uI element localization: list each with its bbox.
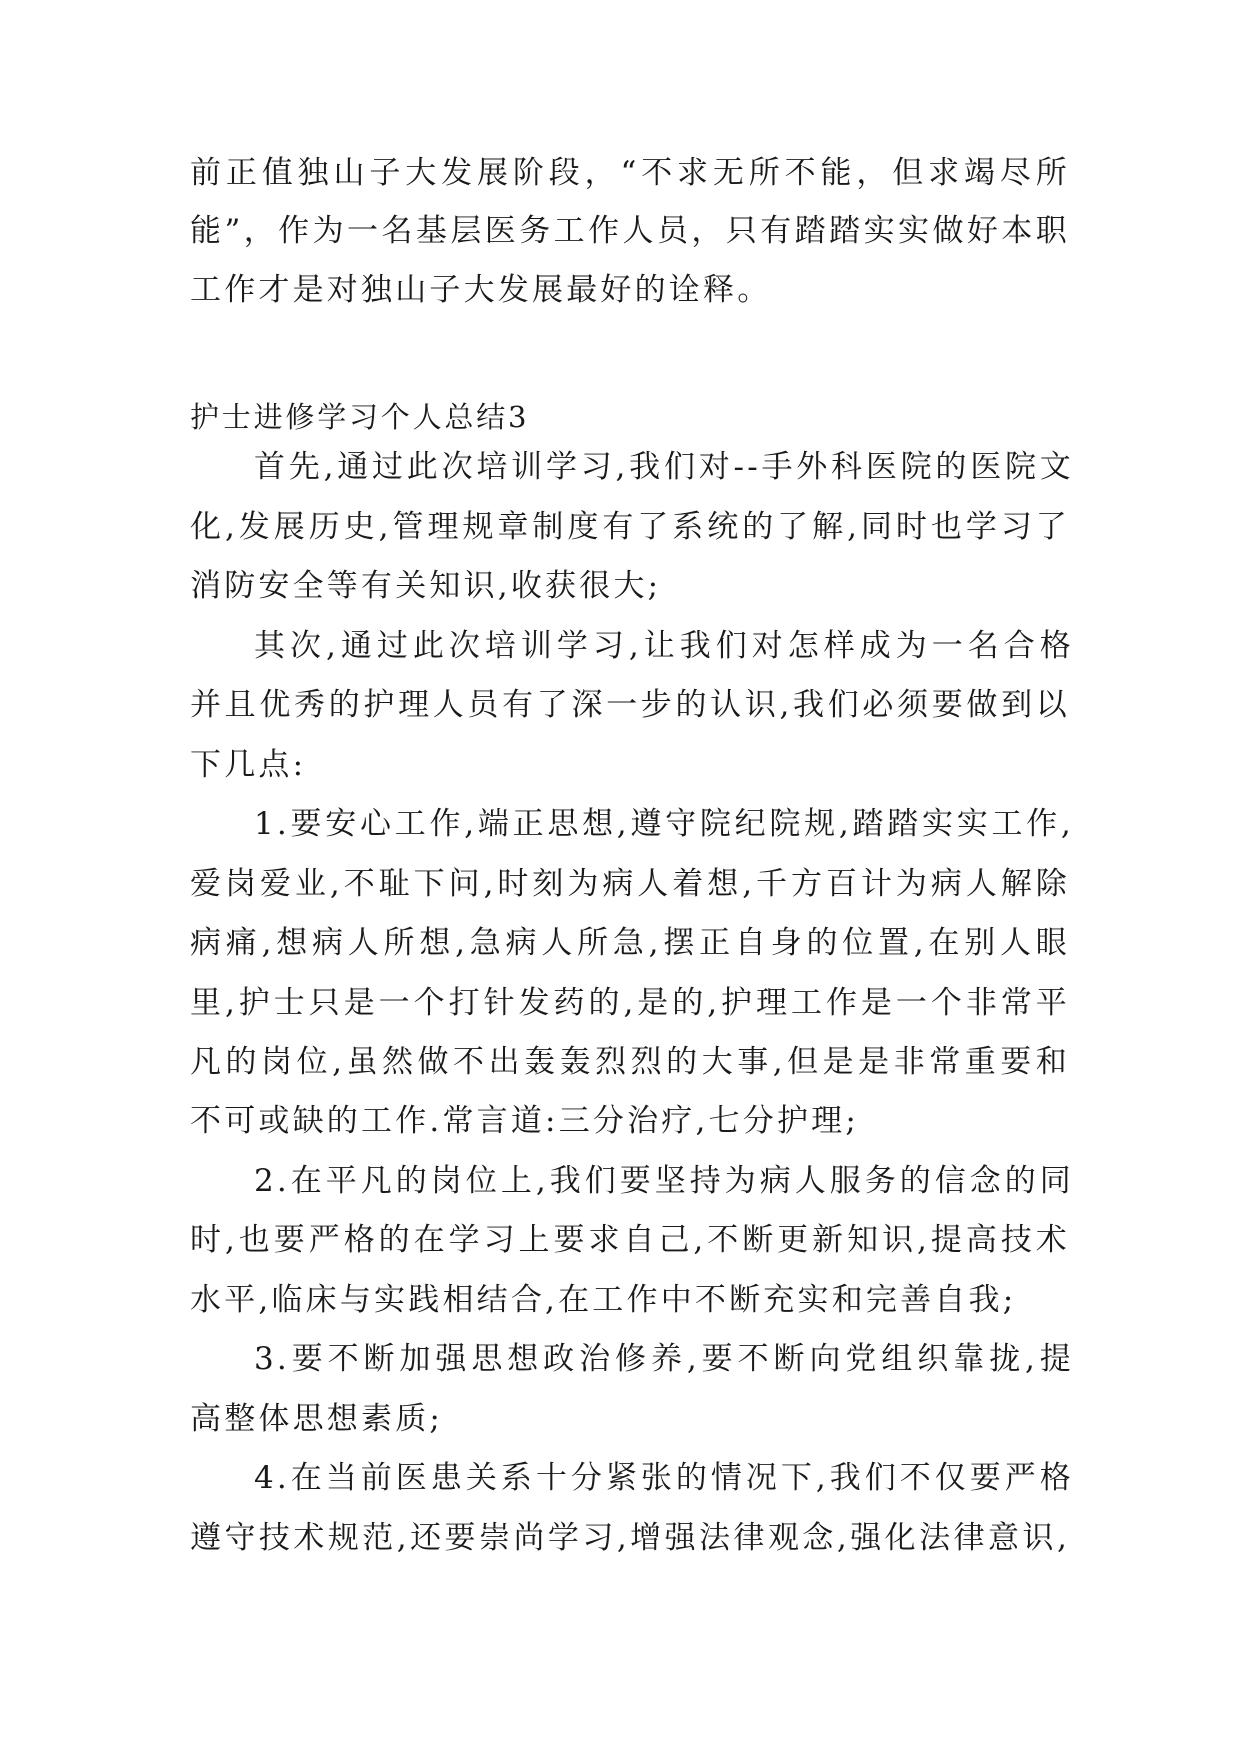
- paragraph-line: 并且优秀的护理人员有了深一步的认识,我们必须要做到以: [190, 687, 1070, 723]
- list-item-line: 高整体思想素质;: [190, 1401, 444, 1437]
- intro-line-2: 能”，作为一名基层医务工作人员，只有踏踏实实做好本职: [190, 213, 1070, 249]
- paragraph-line: 下几点:: [190, 747, 307, 783]
- list-item-line: 凡的岗位,虽然做不出轰轰烈烈的大事,但是是非常重要和: [190, 1044, 1070, 1080]
- list-item-line: 爱岗爱业,不耻下问,时刻为病人着想,千方百计为病人解除: [190, 866, 1070, 902]
- list-item-line: 病痛,想病人所想,急病人所急,摆正自身的位置,在别人眼: [190, 925, 1070, 961]
- intro-line-1: 前正值独山子大发展阶段，“不求无所不能，但求竭尽所: [190, 155, 1070, 191]
- list-item-line: 遵守技术规范,还要崇尚学习,增强法律观念,强化法律意识,: [190, 1520, 1070, 1556]
- list-item-line: 3.要不断加强思想政治修养,要不断向党组织靠拢,提: [254, 1341, 1074, 1377]
- list-item-line: 里,护士只是一个打针发药的,是的,护理工作是一个非常平: [190, 985, 1070, 1021]
- list-item-line: 时,也要严格的在学习上要求自己,不断更新知识,提高技术: [190, 1222, 1070, 1258]
- list-item-line: 2.在平凡的岗位上,我们要坚持为病人服务的信念的同: [254, 1163, 1074, 1199]
- list-item-line: 水平,临床与实践相结合,在工作中不断充实和完善自我;: [190, 1282, 1017, 1318]
- list-item-line: 不可或缺的工作.常言道:三分治疗,七分护理;: [190, 1103, 859, 1139]
- list-item-line: 4.在当前医患关系十分紧张的情况下,我们不仅要严格: [254, 1460, 1074, 1496]
- list-item-line: 1.要安心工作,端正思想,遵守院纪院规,踏踏实实工作,: [254, 806, 1074, 842]
- section-heading: 护士进修学习个人总结3: [190, 400, 530, 434]
- paragraph-line: 首先,通过此次培训学习,我们对--手外科医院的医院文: [254, 449, 1074, 485]
- intro-line-3: 工作才是对独山子大发展最好的诠释。: [190, 272, 772, 308]
- paragraph-line: 消防安全等有关知识,收获很大;: [190, 568, 662, 604]
- paragraph-line: 化,发展历史,管理规章制度有了系统的了解,同时也学习了: [190, 509, 1070, 545]
- paragraph-line: 其次,通过此次培训学习,让我们对怎样成为一名合格: [254, 628, 1074, 664]
